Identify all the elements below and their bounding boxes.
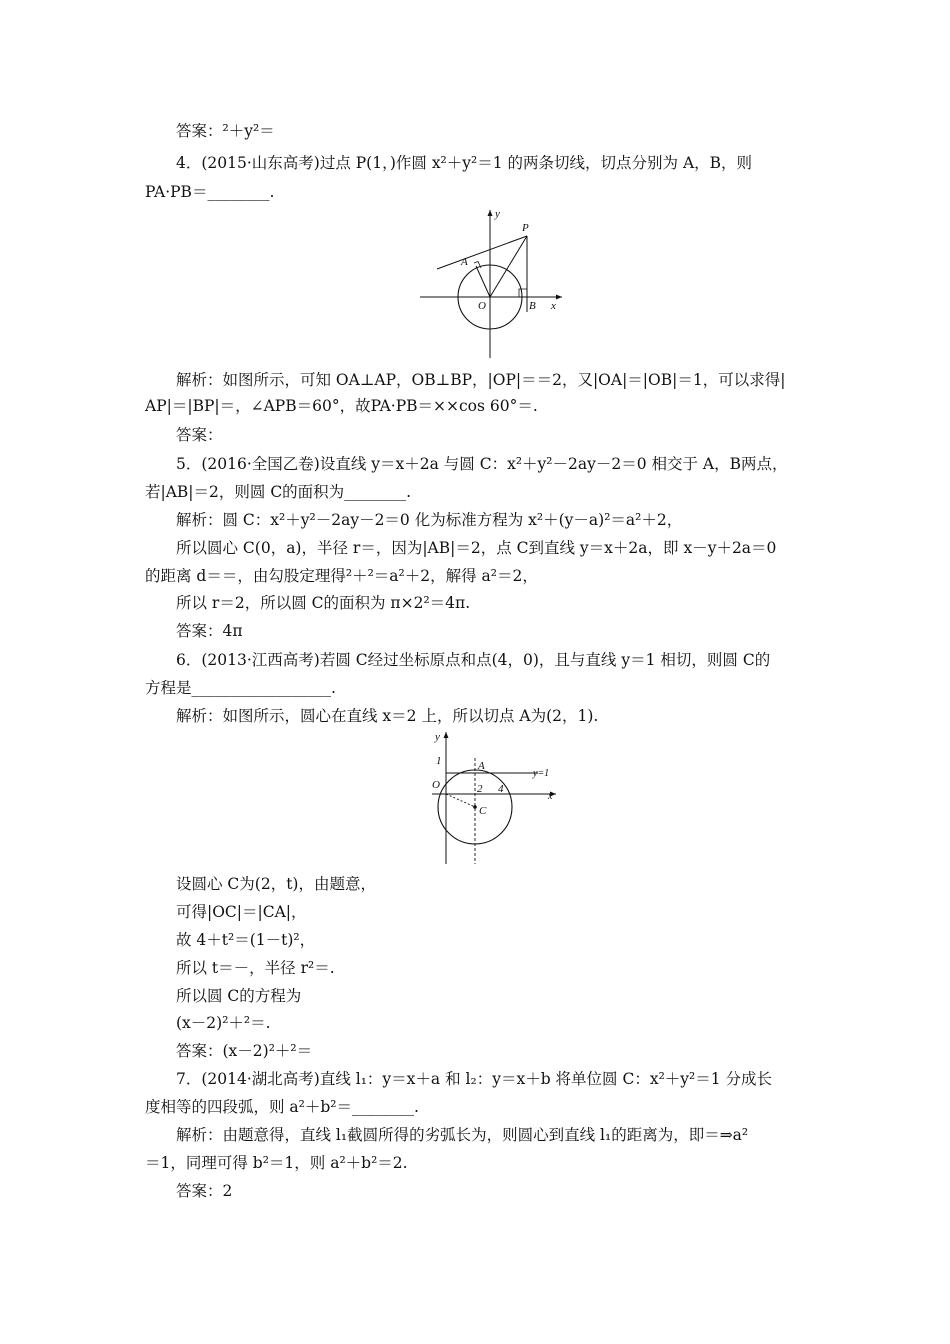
circle-figure [428,728,560,866]
problem-5-line-1: 5．(2016·全国乙卷)设直线 y＝x＋2a 与圆 C：x²＋y²－2ay－2＝0 相交于 A，B两点， [176,455,788,473]
problem-6-line-2: 方程是__________________. [145,679,336,697]
fig1-label-P: P [522,222,529,234]
solution-6-line-4: 故 4＋t²＝(1－t)²， [176,931,316,949]
fig2-label-O: O [432,779,440,791]
solution-6-line-6: 所以圆 C的方程为 [176,987,302,1005]
problem-5-line-2: 若|AB|＝2，则圆 C的面积为________. [145,483,412,501]
solution-6-line-5: 所以 t＝－，半径 r²＝. [176,959,335,977]
text-line: 答案：²＋y²＝ [176,122,275,140]
fig1-label-B: B [529,300,536,312]
problem-7-line-1: 7．(2014·湖北高考)直线 l₁：y＝x＋a 和 l₂：y＝x＋b 将单位圆 C：x²＋y²＝1 分成长 [176,1070,773,1088]
fig1-label-O: O [478,300,486,312]
solution-7-line-1: 解析：由题意得，直线 l₁截圆所得的劣弧长为，则圆心到直线 l₁的距离为，即＝⇒a² [176,1126,749,1144]
tangent-figure [415,206,565,360]
answer-7: 答案：2 [176,1182,233,1200]
solution-5-line-4: 所以 r＝2，所以圆 C的面积为 π×2²＝4π. [176,594,471,612]
problem-6-line-1: 6．(2013·江西高考)若圆 C经过坐标原点和点(4，0)，且与直线 y＝1 相切，则圆 C的 [176,651,771,669]
solution-6-line-1: 解析：如图所示，圆心在直线 x＝2 上，所以切点 A为(2，1). [176,707,599,725]
fig1-label-A: A [461,256,468,268]
answer-5: 答案：4π [176,622,243,640]
fig2-label-x: x [548,791,553,802]
fig2-label-2: 2 [477,783,483,795]
solution-4-line-1: 解析：如图所示，可知 OA⊥AP，OB⊥BP，|OP|＝＝2，又|OA|＝|OB|＝1，可以求得| [176,371,786,389]
fig2-label-4: 4 [498,783,504,795]
solution-6-line-3: 可得|OC|＝|CA|， [176,903,307,921]
fig2-label-1: 1 [436,755,442,767]
fig2-label-y-eq-1: y=1 [533,768,550,779]
solution-7-line-2: ＝1，同理可得 b²＝1，则 a²＋b²＝2. [145,1154,408,1172]
fig2-label-y: y [435,731,440,743]
solution-5-line-3: 的距离 d＝＝，由勾股定理得²＋²＝a²＋2，解得 a²＝2， [145,567,538,585]
solution-6-line-2: 设圆心 C为(2，t)，由题意， [176,875,376,893]
answer-6: 答案：(x－2)²＋²＝ [176,1042,313,1060]
solution-4-line-2: AP|＝|BP|＝，∠APB＝60°，故PA·PB＝××cos 60°＝. [145,397,538,415]
solution-6-line-7: (x－2)²＋²＝. [176,1014,271,1032]
problem-7-line-2: 度相等的四段弧，则 a²＋b²＝________. [145,1098,419,1116]
solution-5-line-1: 解析：圆 C：x²＋y²－2ay－2＝0 化为标准方程为 x²＋(y－a)²＝a²＋2， [176,511,683,529]
problem-4-line-1: 4．(2015·山东高考)过点 P(1，)作圆 x²＋y²＝1 的两条切线，切点分别为 A，B，则 [176,154,753,172]
fig2-label-A: A [478,760,485,772]
problem-4-line-2: PA·PB＝________. [145,183,275,201]
fig1-label-x: x [551,300,556,312]
fig1-label-y: y [495,208,500,220]
answer-4: 答案： [176,426,223,444]
solution-5-line-2: 所以圆心 C(0，a)，半径 r＝，因为|AB|＝2，点 C到直线 y＝x＋2a，即 x－y＋2a＝0 [176,539,777,557]
fig2-label-C: C [479,805,487,817]
